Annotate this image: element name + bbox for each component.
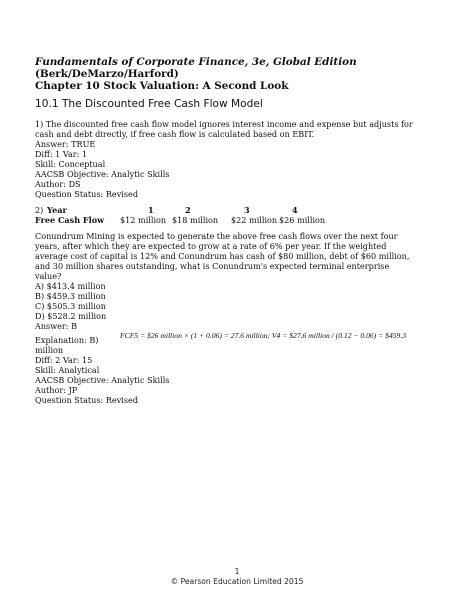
copyright-notice: © Pearson Education Limited 2015	[170, 577, 304, 586]
book-authors: (Berk/DeMarzo/Harford)	[35, 68, 179, 80]
q2-fcf-1: $12 million	[120, 215, 167, 225]
q1-status: Question Status: Revised	[35, 189, 139, 199]
q2-year-2: 2	[185, 205, 191, 215]
q1-aacsb: AACSB Objective: Analytic Skills	[35, 169, 170, 179]
q2-year-1: 1	[148, 205, 154, 215]
q1-skill: Skill: Conceptual	[35, 159, 106, 169]
q2-aacsb: AACSB Objective: Analytic Skills	[35, 375, 170, 385]
q2-para-line3: average cost of capital is 12% and Conundrum has cash of $80 million, debt of $60 million,	[35, 251, 410, 261]
q2-year-label: Year	[47, 205, 67, 215]
book-title: Fundamentals of Corporate Finance, 3e, Global Edition	[35, 56, 357, 68]
q2-option-d: D) $528.2 million	[35, 311, 107, 321]
q1-author: Author: DS	[35, 179, 81, 189]
q2-option-c: C) $505.3 million	[35, 301, 106, 311]
q2-option-b: B) $459.3 million	[35, 291, 106, 301]
q2-para-line4: and 30 million shares outstanding, what is Conundrum's expected terminal enterprise	[35, 261, 390, 271]
page-number: 1	[234, 567, 240, 576]
q2-skill: Skill: Analytical	[35, 365, 100, 375]
q2-option-a: A) $413.4 million	[35, 281, 106, 291]
q1-diff: Diff: 1 Var: 1	[35, 149, 88, 159]
q1-text-line2: cash and debt directly, if free cash flow is calculated based on EBIT.	[35, 129, 315, 139]
q2-fcf-2: $18 million	[172, 215, 219, 225]
q2-year-3: 3	[244, 205, 250, 215]
section-heading: 10.1 The Discounted Free Cash Flow Model	[35, 98, 263, 110]
q2-para-line5: value?	[35, 271, 62, 281]
q2-status: Question Status: Revised	[35, 395, 139, 405]
q1-text-line1: 1) The discounted free cash flow model ignores interest income and expense but adjusts for	[35, 119, 413, 129]
chapter-title: Chapter 10 Stock Valuation: A Second Look	[35, 80, 289, 92]
q2-author: Author: JP	[35, 385, 78, 395]
q1-answer: Answer: TRUE	[35, 139, 96, 149]
q2-explanation-cont: million	[35, 345, 64, 355]
q2-fcf-3: $22 million	[231, 215, 278, 225]
q2-fcf-4: $26 million	[279, 215, 326, 225]
q2-year-4: 4	[292, 205, 298, 215]
q2-explanation-formula: FCF5 = $26 million × (1 + 0.06) = 27.6 million; V4 = $27.6 million / (0.12 − 0.06) = $459.3	[120, 331, 407, 340]
q2-para-line2: years, after which they are expected to grow at a rate of 6% per year. If the weighted	[35, 241, 387, 251]
q2-diff: Diff: 2 Var: 15	[35, 355, 93, 365]
q2-fcf-label: Free Cash Flow	[35, 215, 105, 225]
q2-para-line1: Conundrum Mining is expected to generate the above free cash flows over the next four	[35, 231, 398, 241]
q2-answer: Answer: B	[35, 321, 78, 331]
q2-number: 2)	[35, 205, 44, 215]
q2-explanation-label: Explanation: B)	[35, 335, 99, 345]
